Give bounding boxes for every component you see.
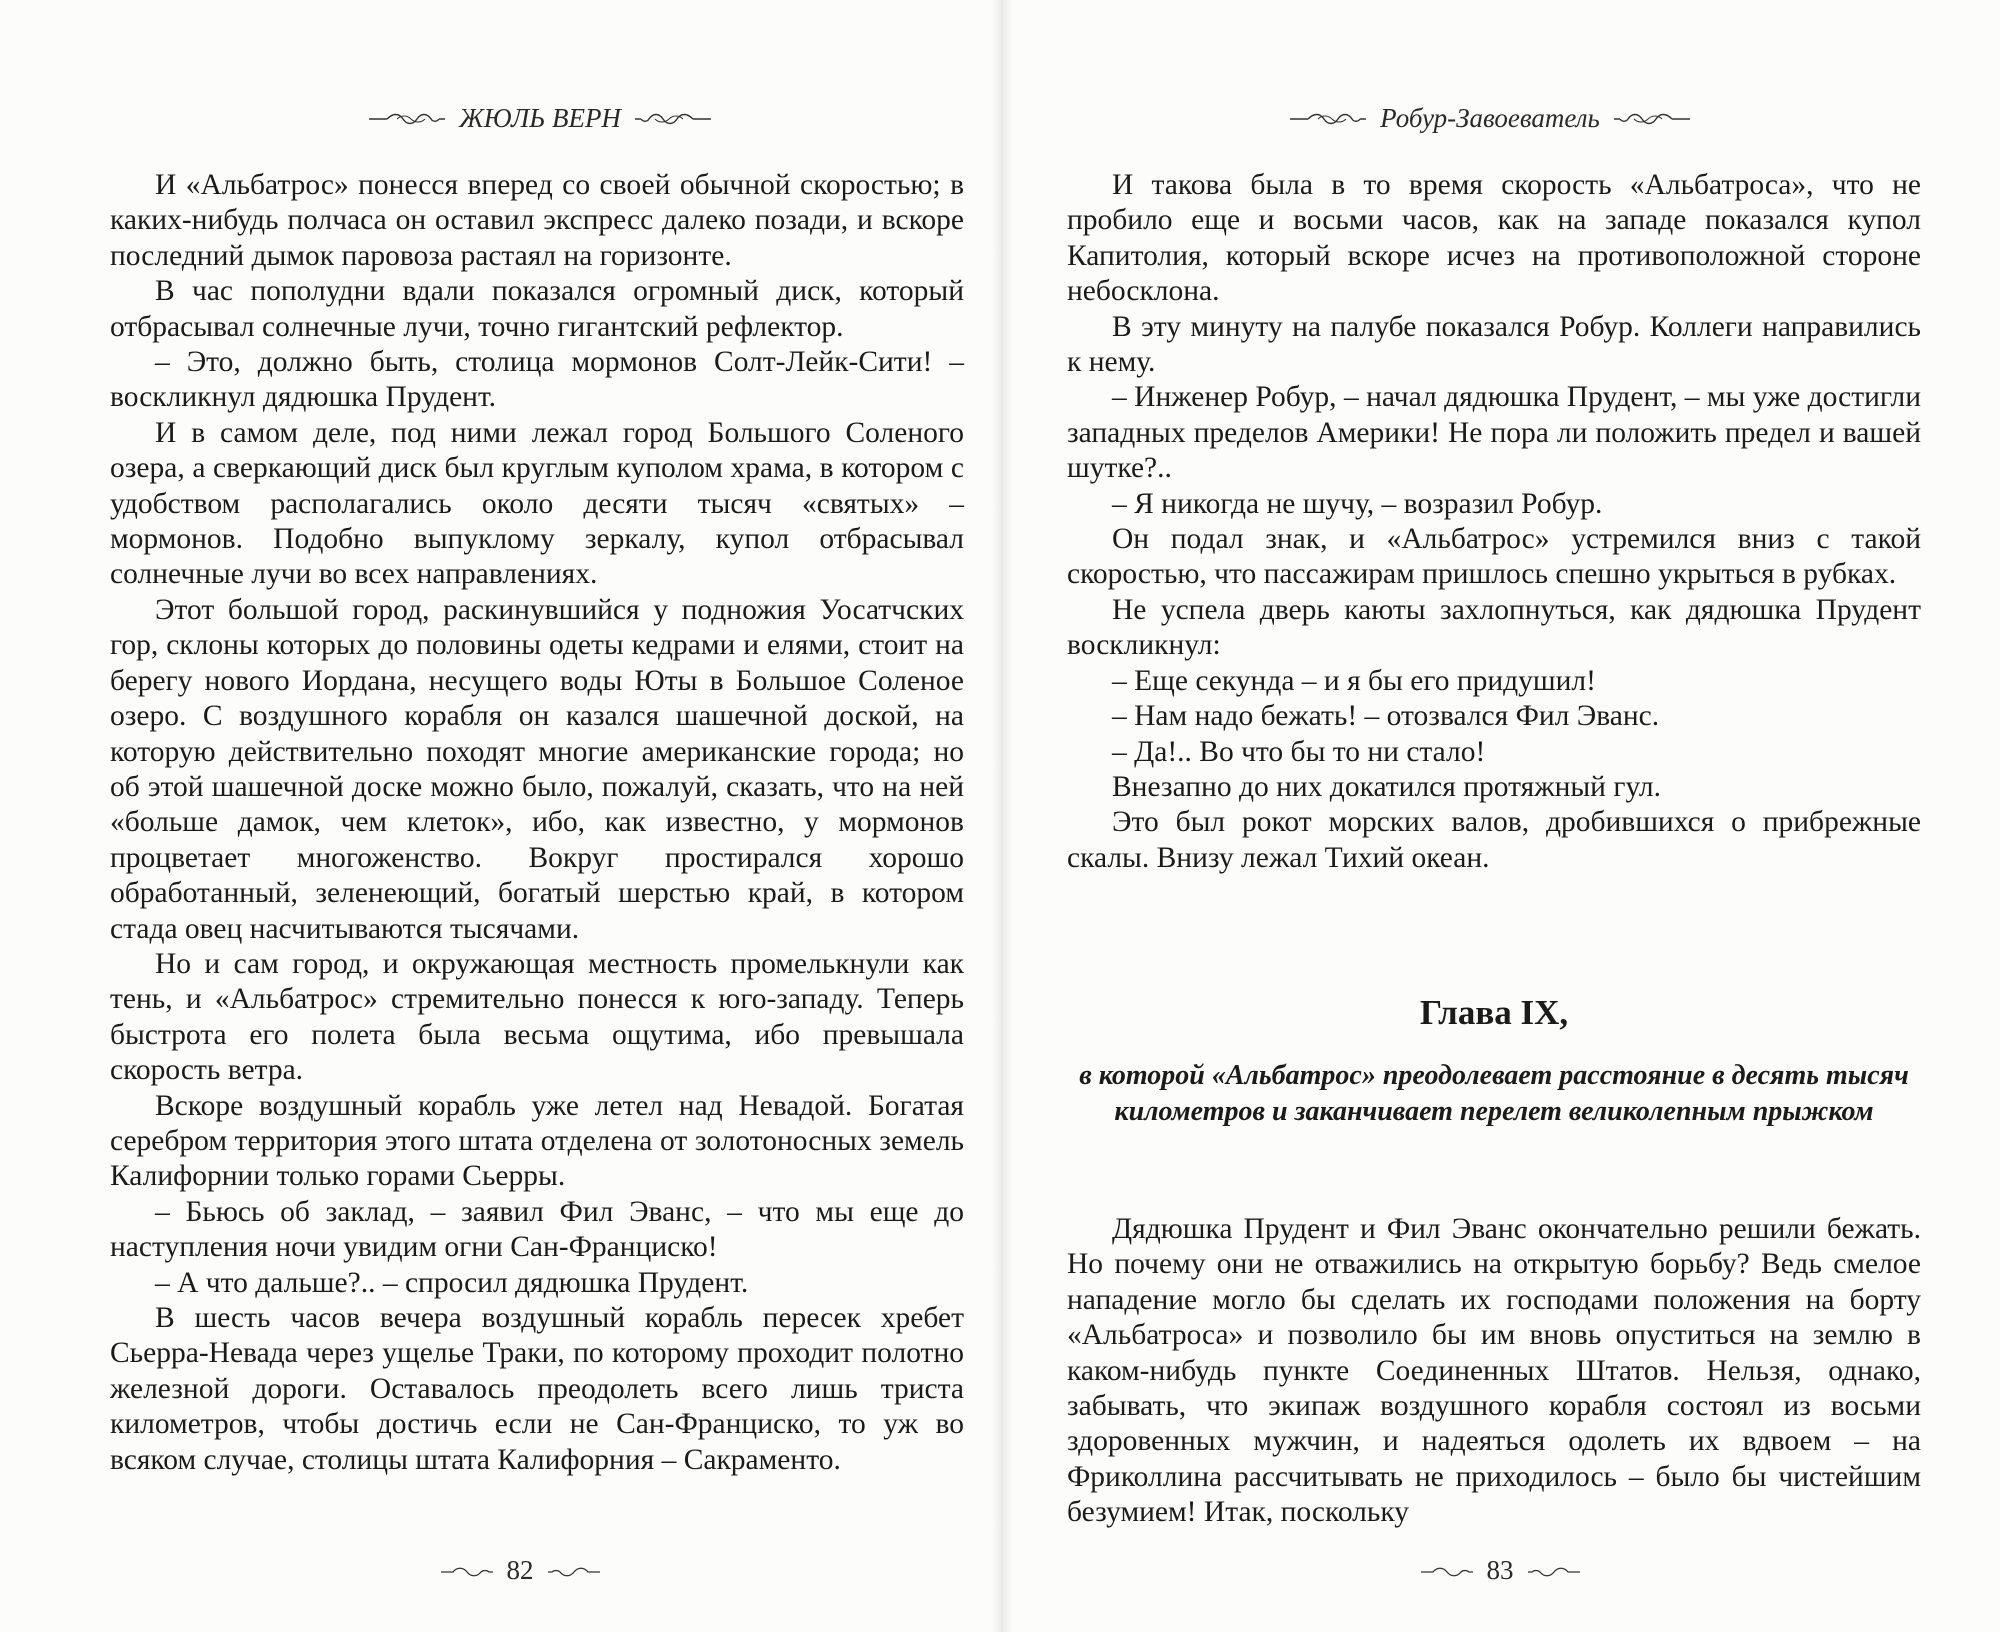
flourish-left-icon bbox=[1288, 103, 1368, 134]
paragraph: – Нам надо бежать! – отозвался Фил Эванс. bbox=[1112, 700, 1660, 733]
flourish-right-icon bbox=[546, 1555, 602, 1586]
flourish-right-icon bbox=[1526, 1555, 1582, 1586]
paragraph: – Я никогда не шучу, – возразил Робур. bbox=[1112, 487, 1603, 520]
paragraph: В шесть часов вечера воздушный корабль пересек хребет Сьерра-Невада через ущелье Траки, по которому проходит полотно железной дороги. Оставалось преодолеть всего лишь триста километров, чтобы достичь если не Сан-Франциско, то уж во всяком случае, столицы штата Калифорния – Сакраменто. bbox=[110, 1302, 964, 1476]
running-head-left bbox=[330, 98, 750, 138]
flourish-right-icon bbox=[1612, 103, 1692, 134]
flourish-left-icon bbox=[439, 1555, 495, 1586]
paragraph: – Бьюсь об заклад, – заявил Фил Эванс, – что мы еще до наступления ночи увидим огни Сан-Франциско! bbox=[110, 1195, 964, 1264]
page-number-left bbox=[400, 1553, 640, 1587]
paragraph: И такова была в то время скорость «Альбатроса», что не пробило еще и восьми часов, как на западе показался купол Капитолия, который вскоре исчез на противоположной стороне небосклона. bbox=[1067, 169, 1921, 308]
paragraph: В эту минуту на палубе показался Робур. Коллеги направились к нему. bbox=[1067, 310, 1921, 379]
paragraph: – Это, должно быть, столица мормонов Солт-Лейк-Сити! – воскликнул дядюшка Прудент. bbox=[110, 346, 964, 414]
paragraph: Это был рокот морских валов, дробившихся о прибрежные скалы. Внизу лежал Тихий океан. bbox=[1067, 806, 1921, 874]
chapter-subtitle: в которой «Альбатрос» преодолевает расстояние в десять тысяч километров и заканчивает перелет великолепным прыжком bbox=[1079, 1060, 1909, 1127]
paragraph: – Еще секунда – и я бы его придушил! bbox=[1112, 664, 1596, 697]
right-page-body-bottom bbox=[1067, 1212, 1921, 1531]
page-number: 82 bbox=[506, 1554, 534, 1585]
paragraph: Вскоре воздушный корабль уже летел над Невадой. Богатая серебром территория этого штата отделена от золотоносных земель Калифорнии только горами Сьерры. bbox=[110, 1089, 964, 1193]
running-head-title: Робур-Завоеватель bbox=[1380, 102, 1600, 133]
paragraph: – Да!.. Во что бы то ни стало! bbox=[1112, 735, 1486, 768]
paragraph: – А что дальше?.. – спросил дядюшка Прудент. bbox=[155, 1266, 749, 1299]
paragraph: Внезапно до них докатился протяжный гул. bbox=[1112, 770, 1661, 803]
right-page bbox=[1000, 0, 2000, 1632]
page-number-right bbox=[1380, 1553, 1620, 1587]
paragraph: И в самом деле, под ними лежал город Большого Соленого озера, а сверкающий диск был круглым куполом храма, в котором с удобством располагались около десяти тысяч «святых» – мормонов. Подобно выпуклому зеркалу, купол отбрасывал солнечные лучи во всех направлениях. bbox=[110, 416, 964, 591]
paragraph: И «Альбатрос» понесся вперед со своей обычной скоростью; в каких-нибудь полчаса он оставил экспресс далеко позади, и вскоре последний дымок паровоза растаял на горизонте. bbox=[110, 169, 964, 272]
flourish-left-icon bbox=[367, 103, 447, 134]
page-number: 83 bbox=[1486, 1554, 1514, 1585]
paragraph: Он подал знак, и «Альбатрос» устремился вниз с такой скоростью, что пассажирам пришлось спешно укрыться в рубках. bbox=[1067, 523, 1921, 591]
paragraph: Не успела дверь каюты захлопнуться, как дядюшка Прудент воскликнул: bbox=[1067, 593, 1921, 662]
paragraph: В час пополудни вдали показался огромный диск, который отбрасывал солнечные лучи, точно гигантский рефлектор. bbox=[110, 275, 964, 343]
paragraph: Этот большой город, раскинувшийся у подножия Уосатчских гор, склоны которых до половины одеты кедрами и елями, стоит на берегу нового Иордана, несущего воды Юты в Большое Соленое озеро. С воздушного корабля он казался шашечной доской, на которую действительно походят многие американские города; но об этой шашечной доске можно было, пожалуй, сказать, что на ней «больше дамок, чем клеток», ибо, как известно, у мормонов процветает многоженство. Вокруг простирался хорошо обработанный, зеленеющий, богатый шерстью край, в котором стада овец насчитываются тысячами. bbox=[110, 593, 964, 945]
paragraph: Но и сам город, и окружающая местность промелькнули как тень, и «Альбатрос» стремительно понесся к юго-западу. Теперь быстрота его полета была весьма ощутима, ибо превышала скорость ветра. bbox=[110, 947, 964, 1087]
running-head-title: ЖЮЛЬ ВЕРН bbox=[459, 102, 621, 133]
right-page-body-top bbox=[1067, 168, 1921, 876]
paragraph: Дядюшка Прудент и Фил Эванс окончательно решили бежать. Но почему они не отважились на открытую борьбу? Ведь смелое нападение могло бы сделать их господами положения на борту «Альбатроса» и позволило бы им вновь опуститься на землю в каком-нибудь пункте Соединенных Штатов. Нельзя, однако, забывать, что экипаж воздушного корабля состоял из восьми здоровенных мужчин, и надеяться одолеть их вдвоем – на Фриколлина рассчитывать не приходилось – было бы чистейшим безумием! Итак, поскольку bbox=[1067, 1213, 1921, 1529]
flourish-left-icon bbox=[1419, 1555, 1475, 1586]
flourish-right-icon bbox=[633, 103, 713, 134]
running-head-right bbox=[1260, 98, 1720, 138]
left-page-body bbox=[110, 168, 964, 1478]
chapter-title: Глава IX, bbox=[1419, 993, 1569, 1032]
paragraph: – Инженер Робур, – начал дядюшка Прудент, – мы уже достигли западных пределов Америки! Не пора ли положить предел и вашей шутке?.. bbox=[1067, 381, 1921, 485]
